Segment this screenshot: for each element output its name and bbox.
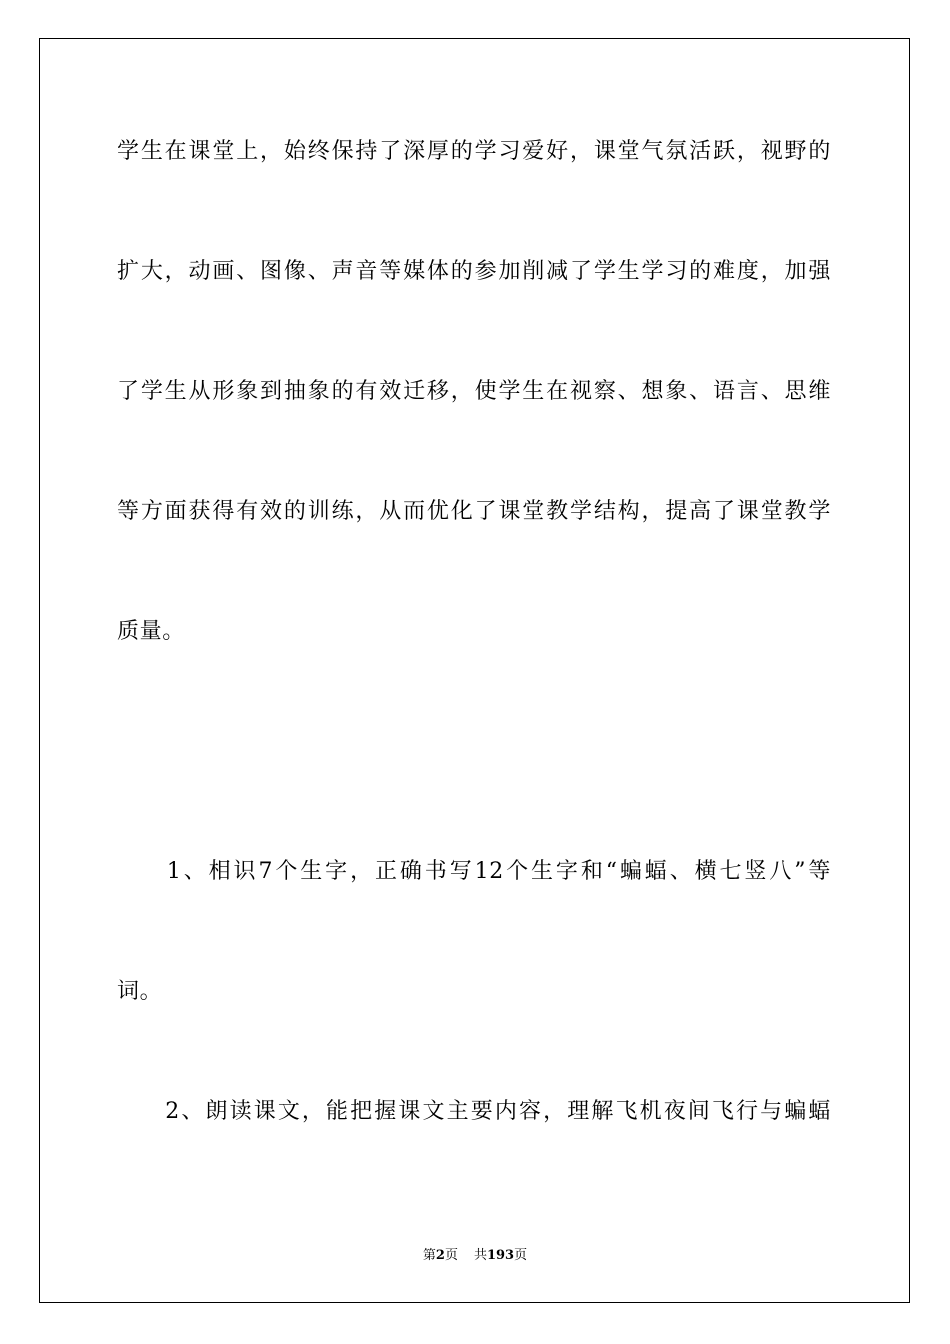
paragraph-line-1: 学生在课堂上，始终保持了深厚的学习爱好，课堂气氛活跃，视野的	[117, 139, 831, 164]
list-item-2-line-1: 2、朗读课文，能把握课文主要内容，理解飞机夜间飞行与蝙蝠	[117, 1099, 831, 1124]
paragraph-line-5: 质量。	[117, 619, 185, 644]
total-suffix: 页	[514, 1248, 528, 1263]
list-item-1-line-2: 词。	[117, 979, 163, 1004]
paragraph-line-2: 扩大，动画、图像、声音等媒体的参加削减了学生学习的难度，加强	[117, 259, 831, 284]
page-number: 2	[435, 1248, 445, 1263]
list-item-1-line-1: 1、相识7个生字，正确书写12个生字和“蝙蝠、横七竖八”等	[117, 859, 831, 884]
total-prefix: 共	[473, 1248, 487, 1263]
paragraph-line-3: 了学生从形象到抽象的有效迁移，使学生在视察、想象、语言、思维	[117, 379, 831, 404]
total-pages: 193	[486, 1248, 515, 1263]
page-suffix: 页	[444, 1248, 458, 1263]
page-prefix: 第	[422, 1248, 436, 1263]
paragraph-line-4: 等方面获得有效的训练，从而优化了课堂教学结构，提高了课堂教学	[117, 499, 831, 524]
page-footer	[0, 1247, 950, 1265]
